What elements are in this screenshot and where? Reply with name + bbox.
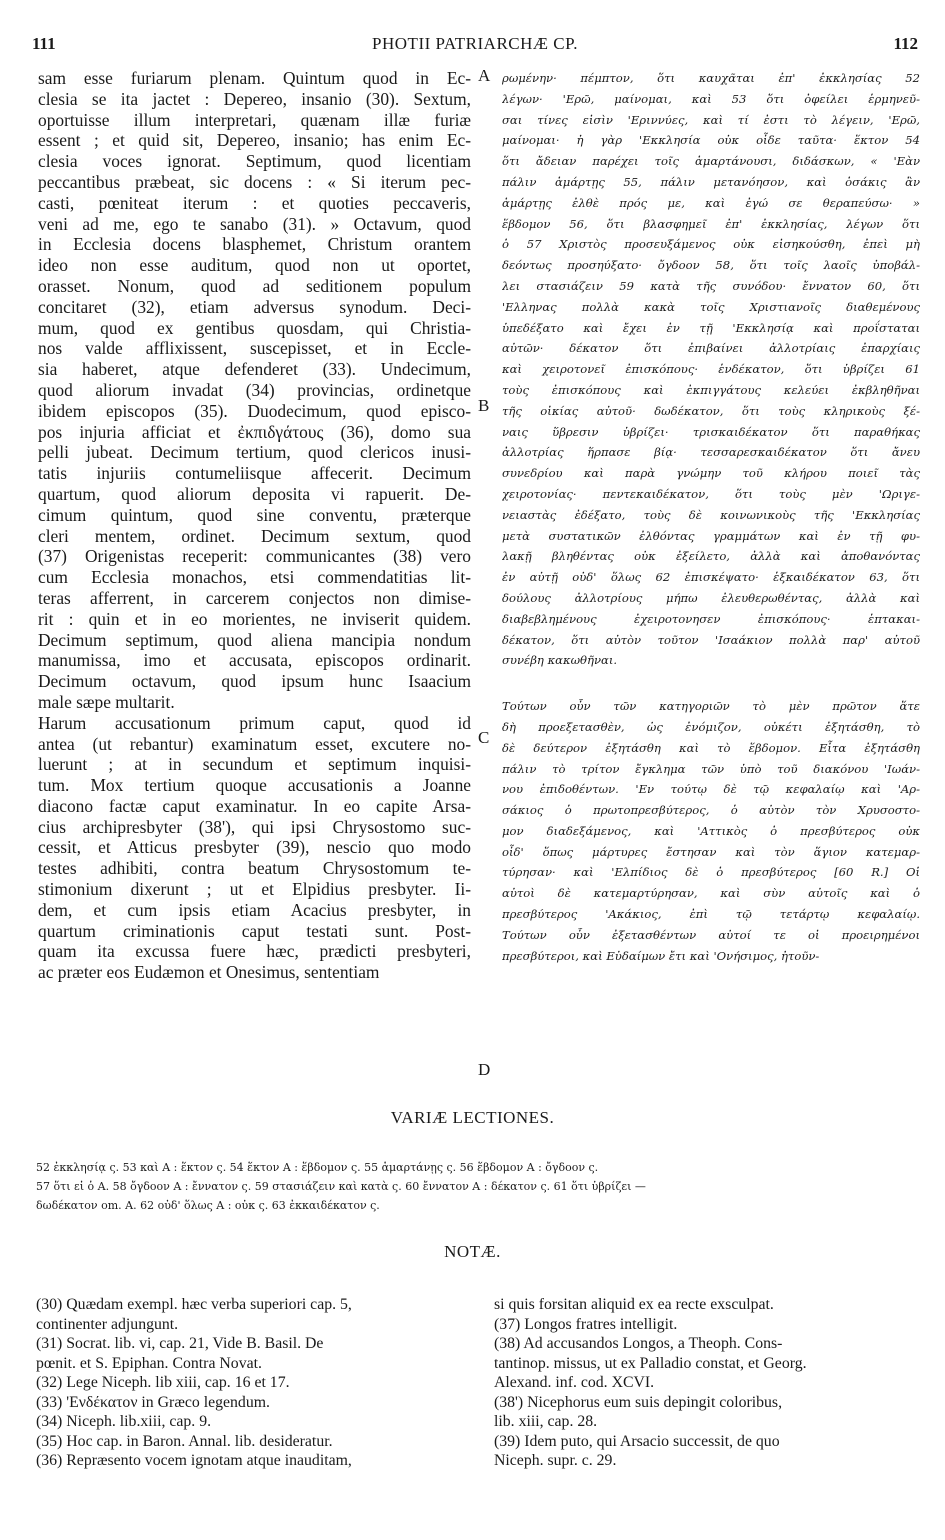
greek-text-line: νειαστὰς ἐδέξατο, τοὺς δὲ κοινωνικοὺς τῆς 'Εκκλησίας (502, 507, 920, 522)
latin-column (38, 68, 471, 983)
notes-left-column (36, 1295, 473, 1471)
latin-text-line: luerunt ; at in secundum et septimum inquisi- (38, 754, 471, 775)
latin-text-line: sam esse furiarum plenam. Quintum quod in Ec- (38, 68, 471, 88)
note-line: (38) Ad accusandos Longos, a Theoph. Cons- (494, 1335, 783, 1352)
page-number-left: 111 (32, 34, 56, 53)
margin-letter-b: B (478, 396, 490, 415)
latin-text-line: pos injuria afficiat et ἐκπιδγάτους (36), domo sua (38, 421, 471, 442)
greek-text-line: πάλιν ἁμάρτῃς 55, πάλιν μετανόησον, καὶ ὁσάκις ἂν (502, 174, 920, 189)
greek-text-line: πρεσβύτεροι, καὶ Εὐδαίμων ἔτι καὶ 'Ονήσιμος, ἠτοῦν- (502, 948, 820, 963)
note-line: (37) Longos fratres intelligit. (494, 1315, 678, 1333)
greek-text-line: δὲ δεύτερον ἐξητάσθη καὶ τὸ ἕβδομον. Εἶτα ἐξητάσθη (502, 740, 920, 755)
latin-text-line: teras afferrent, in carcerem conjectos non dimise- (38, 587, 471, 608)
greek-text-line: συνεδρίου καὶ παρὰ γνώμην τοῦ κλήρου ποιεῖ τὰς (502, 466, 920, 481)
latin-text-line: cessit, et Atticus presbyter (39), nescio quo modo (38, 837, 471, 858)
latin-text-line: in Ecclesia docens blasphemet, Christum orantem (38, 234, 471, 255)
running-header (30, 34, 920, 58)
margin-letter-a: A (478, 66, 491, 85)
greek-text-line: ὑπεδέξατο καὶ ἔχει ἐν τῇ 'Εκκλησίᾳ καὶ προΐσταται (502, 320, 920, 335)
greek-text-line: Τούτων οὖν ἐξετασθέντων αὐτοί τε οἱ προειρημένοι (502, 927, 920, 942)
greek-text-line: δούλους ἀλλοτρίους μήπω ἐλευθερωθέντας, ἀλλὰ καὶ (502, 590, 920, 605)
variant-reading-line: δωδέκατον om. A. 62 οὐδ' ὅλως A : οὐκ ς. 63 ἐκκαιδέκατον ς. (36, 1199, 380, 1212)
latin-text-line: quam ita excussa fuere hæc, prædicti presbyteri, (38, 941, 471, 962)
latin-text-line: casti, pœniteat iterum : et quoties peccaveris, (38, 192, 471, 213)
note-line: (38') Nicephorus eum suis depingit coloribus, (494, 1393, 783, 1411)
note-line: Niceph. supr. c. 29. (494, 1452, 617, 1469)
latin-text-line: manumissa, imo et accusata, episcopos ordinarit. (38, 650, 471, 671)
greek-text-line: ἕβδομον 56, ὅτι βλασφημεῖ ἐπ' ἐκκλησίας, λέγων ὅτι (502, 216, 920, 231)
greek-text-line: συνέβη κακωθῆναι. (502, 653, 618, 668)
latin-text-line: concitaret (32), etiam adversus synodum. Deci- (38, 296, 471, 317)
greek-column (502, 68, 920, 966)
greek-text-line: αὐτοὶ δὲ κατεμαρτύρησαν, καὶ σὺν αὐτοῖς καὶ ὁ (502, 886, 920, 901)
greek-text-line: τῆς οἰκίας αὐτοῦ· δωδέκατον, ὅτι τοὺς κληρικοὺς ξέ- (502, 403, 920, 418)
latin-text-line: ac præter eos Eudæmon et Onesimus, sententiam (38, 962, 380, 983)
greek-text-line: ὅτι ἄδειαν παρέχει τοῖς ἁμαρτάνουσι, διδάσκων, « 'Εὰν (502, 154, 920, 169)
greek-text-line: ἐν αὐτῇ οὐδ' ὅλως 62 ἐπισκέψατο· ἑξκαιδέκατον 63, ὅτι (502, 570, 920, 585)
latin-text-line: oportuisse illum interpretari, quænam illæ furiæ (38, 109, 471, 130)
greek-text-line: χειροτονίας· πεντεκαιδέκατον, ὅτι τοὺς μὲν 'Ωριγε- (502, 486, 920, 501)
latin-text-line: Harum accusationum primum caput, quod id (38, 712, 471, 733)
latin-text-line: peccantibus præbeat, sic docens : « Si iterum pec- (38, 171, 471, 192)
latin-text-line: mum, quod ex gentibus quosdam, qui Christia- (38, 317, 471, 338)
running-title: PHOTII PATRIARCHÆ CP. (372, 34, 578, 53)
notes-right-column (494, 1295, 922, 1471)
note-line: (30) Quædam exempl. hæc verba superiori cap. 5, (36, 1296, 352, 1313)
latin-text-line: quartum, quod aliorum deposita vi rapuerit. De- (38, 483, 471, 504)
paragraph-gap (502, 671, 920, 696)
latin-text-line: clesia se ita jactet : Depereo, insanio (30). Sextum, (38, 88, 471, 109)
latin-text-line: cum Ecclesia monachos, etsi commendatitias lit- (38, 567, 471, 588)
greek-text-line: μαίνομαι· ἡ γὰρ 'Εκκλησία οὐκ οἶδε ταῦτα· ἕκτον 54 (502, 133, 920, 148)
greek-text-line: πάλιν τὸ τρίτον ἔγκλημα τῶν ὑπὸ τοῦ διακόνου 'Ιωάν- (502, 761, 920, 776)
latin-text-line: tum. Mox tertium quoque accusationis a Joanne (38, 775, 471, 796)
greek-text-line: Τούτων οὖν τῶν κατηγοριῶν τὸ μὲν πρῶτον ἅτε (502, 699, 920, 714)
greek-text-line: δέκατον, ὅτι αὐτὸν τοῦτον 'Ισαάκιον πολλὰ παρ' αὐτοῦ (502, 632, 920, 647)
greek-text-line: τοὺς ἐπισκόπους καὶ ἐκπιγγάτους κελεύει ἐκβληθῆναι (502, 382, 920, 397)
note-line: (34) Niceph. lib.xiii, cap. 9. (36, 1413, 212, 1430)
latin-text-line: veni ad me, ego te sanabo (31). » Octavum, quod (38, 213, 471, 234)
latin-text-line: (37) Origenistas receperit: communicantes (38) vero (38, 546, 471, 567)
note-line: (39) Idem puto, qui Arsacio successit, de quo (494, 1432, 780, 1450)
latin-text-line: essent ; et quid sit, Depereo, insanio; has enim Ec- (38, 130, 471, 151)
greek-text-line: τύρησαν· καὶ 'Ελπίδιος δὲ ὁ πρεσβύτερος [60 R.] Οἱ (502, 865, 920, 880)
latin-text-line: cius archipresbyter (38'), qui ipsi Chrysostomo suc- (38, 816, 471, 837)
variant-reading-line: 52 ἐκκλησίᾳ ς. 53 καὶ A : ἕκτον ς. 54 ἕκτον A : ἕβδομον ς. 55 ἁμαρτάνῃς ς. 56 ἕβδομον A : ὄγδοον ς. (36, 1161, 599, 1174)
greek-text-line: λέγων· 'Ερῶ, μαίνομαι, καὶ 53 ὅτι ὀφείλει ἑρμηνεῦ- (502, 91, 920, 106)
greek-text-line: ὁ 57 Χριστὸς προσευξάμενος οὐκ εἰσηκούσθη, ἐπεὶ μὴ (502, 237, 920, 252)
greek-text-line: καὶ χειροτονεῖ ἐπισκόπους· ἑνδέκατον, ὅτι ὑβρίζει 61 (502, 362, 920, 377)
latin-text-line: orasset. Nonum, quod ad seditionem populum (38, 275, 471, 296)
latin-text-line: pelli jubeat. Decimum tertium, quod clericos inusi- (38, 442, 471, 463)
latin-text-line: cleri mentem, ordinet. Decimum sextum, quod (38, 525, 471, 546)
note-line: tantinop. missus, ut ex Palladio constat, et Georg. (494, 1354, 807, 1372)
latin-text-line: ibidem episcopos (35). Duodecimum, quod episco- (38, 400, 471, 421)
greek-text-line: 'Ελληνας πολλὰ κακὰ τοῖς Χριστιανοῖς διαθεμένους (502, 299, 920, 314)
latin-text-line: quod aliorum invadat (34) provincias, ordinetque (38, 379, 471, 400)
latin-text-line: diacono factæ caput examinatur. In eo capite Arsa- (38, 795, 471, 816)
greek-text-line: νου ἐπιδοθέντων. 'Εν τούτῳ δὲ τῷ κεφαλαίῳ καὶ 'Αρ- (502, 782, 920, 797)
greek-text-line: λακῇ βληθέντας οὐκ ἐξείλετο, ἀλλὰ καὶ ἀποθανόντας (502, 549, 920, 564)
note-line: (33) 'Ενδέκατον in Græco legendum. (36, 1393, 270, 1411)
variae-lectiones-title: VARIÆ LECTIONES. (390, 1108, 555, 1127)
note-line: (36) Repræsento vocem ignotam atque inauditam, (36, 1452, 352, 1469)
greek-text-line: αὐτῶν· δέκατον ὅτι ἐπιβαίνει ἀλλοτρίαις ἐπαρχίαις (502, 341, 920, 356)
latin-text-line: quartum criminationis caput testati sunt. Post- (38, 920, 471, 941)
greek-text-line: μον διαδεξάμενος, καὶ 'Αττικὸς ὁ πρεσβύτερος οὐκ (502, 823, 920, 838)
note-line: (32) Lege Niceph. lib xiii, cap. 16 et 17. (36, 1374, 290, 1391)
greek-text-line: ἀλλοτρίας ἥρπασε βίᾳ· τεσσαρεσκαιδέκατον ὅτι ἄνευ (502, 445, 920, 460)
latin-text-line: ideo non esse auditum, quod non ut oportet, (38, 255, 471, 276)
notae-title: NOTÆ. (444, 1242, 501, 1261)
greek-text-line: οἶδ' ὅπως μάρτυρες ἔστησαν καὶ τὸν ἅγιον κατεμαρ- (502, 844, 920, 859)
note-line: lib. xiii, cap. 28. (494, 1413, 598, 1430)
latin-text-line: sia haberet, atque defenderet (33). Undecimum, (38, 359, 471, 380)
margin-letter-c: C (478, 728, 490, 747)
greek-text-line: δὴ προεξετασθὲν, ὡς ἐνόμιζον, οὐκέτι ἐξητάσθη, τὸ (502, 719, 920, 734)
note-line: (35) Hoc cap. in Baron. Annal. lib. desideratur. (36, 1432, 333, 1450)
greek-text-line: πρεσβύτερος 'Ακάκιος, ἐπὶ τῷ τετάρτῳ κεφαλαίῳ. (502, 907, 920, 922)
greek-text-line: ἁμάρτῃς ἐλθὲ πρός με, καὶ ἐγώ σε θεραπεύσω· » (502, 195, 920, 210)
latin-text-line: dem, et cum ipsis etiam Acacius presbyter, in (38, 899, 471, 920)
greek-text-line: ναις ὕβρεσιν ὑβρίζει· τρισκαιδέκατον ὅτι παραθήκας (502, 424, 920, 439)
margin-letter-d: D (478, 1060, 491, 1079)
page-number-right: 112 (893, 34, 918, 53)
variant-readings (36, 1158, 921, 1215)
note-line: continenter adjungunt. (36, 1315, 179, 1333)
greek-text-line: σαι τίνες εἰσὶν 'Εριννύες, καὶ τί ἐστι τὸ λέγειν, 'Ερῶ, (502, 112, 920, 127)
note-line: si quis forsitan aliquid ex ea recte exsculpat. (494, 1296, 774, 1313)
note-line: Alexand. inf. cod. XCVI. (494, 1374, 655, 1391)
latin-text-line: male sæpe multarit. (38, 691, 175, 712)
greek-text-line: διαβεβλημένους ἐχειροτονησεν ἐπισκόπους· ἑπτακαι- (502, 611, 920, 626)
latin-text-line: cimum quintum, quod sine conventu, præterque (38, 504, 471, 525)
variant-reading-line: 57 ὅτι εἰ ὁ A. 58 ὄγδοον A : ἔννατον ς. 59 στασιάζειν καὶ κατὰ ς. 60 ἔννατον A : δέκατον ς. 61 ὅτι ὑβρίζει — (36, 1180, 646, 1193)
note-line: (31) Socrat. lib. vi, cap. 21, Vide B. Basil. De (36, 1335, 324, 1352)
greek-text-line: μετὰ συστατικῶν ἐλθόντας γραμμάτων καὶ ἐν τῇ φυ- (502, 528, 920, 543)
greek-text-line: σάκιος ὁ πρωτοπρεσβύτερος, ὁ αὐτὸν τὸν Χρυσοστο- (502, 803, 920, 818)
latin-text-line: clesia voces ignorat. Septimum, quod licentiam (38, 151, 471, 172)
latin-text-line: tatis injuriis contumeliisque affecerit. Decimum (38, 463, 471, 484)
latin-text-line: stimonium dixerunt ; ut et Elpidius presbyter. Ii- (38, 879, 471, 900)
note-line: pœnit. et S. Epiphan. Contra Novat. (36, 1354, 262, 1372)
greek-text-line: δεόντως προσηύξατο· ὄγδοον 58, ὅτι τοῖς λαοῖς ὑποβάλ- (502, 258, 920, 273)
greek-text-line: ρωμένην· πέμπτον, ὅτι καυχᾶται ἐπ' ἐκκλησίας 52 (502, 71, 920, 85)
latin-text-line: rit : quin et in eo morientes, ne inviserit quidem. (38, 608, 471, 629)
greek-text-line: λει στασιάζειν 59 κατὰ τῆς συνόδου· ἔννατον 60, ὅτι (502, 278, 920, 293)
latin-text-line: Decimum octavum, quod ipsum hunc Isaacium (38, 671, 471, 692)
latin-text-line: Decimum septimum, quod aliena mancipia nondum (38, 629, 471, 650)
latin-text-line: testes adhibiti, contra beatum Chrysostomum te- (38, 858, 471, 879)
latin-text-line: nos valde afflixissent, suscepisset, et in Eccle- (38, 338, 471, 359)
latin-text-line: antea (ut rebantur) examinatum esset, excutere no- (38, 733, 471, 754)
